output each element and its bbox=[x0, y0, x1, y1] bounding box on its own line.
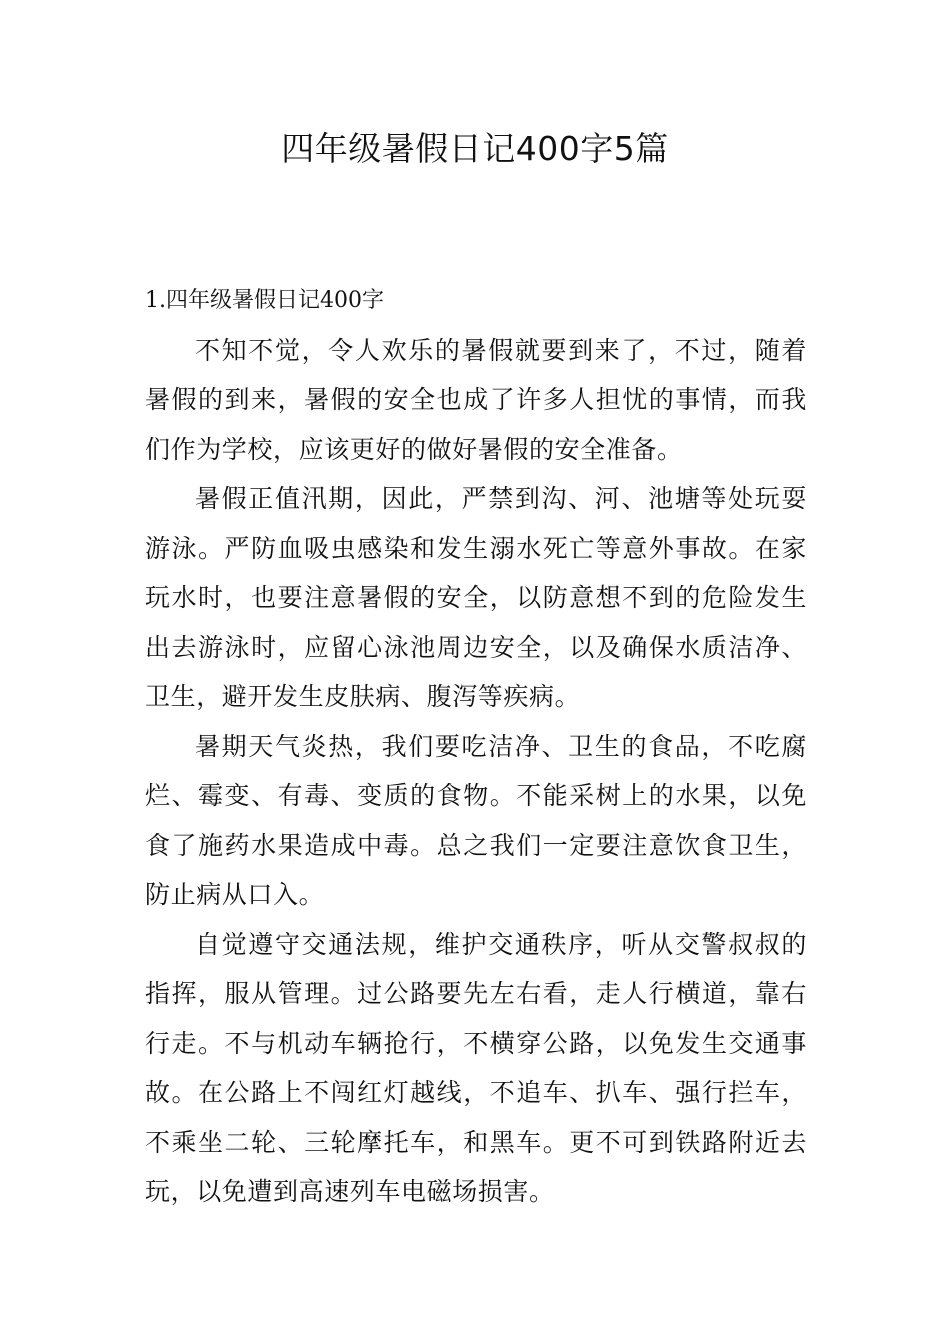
section-heading: 1.四年级暑假日记400字 bbox=[145, 288, 384, 313]
paragraph-2: 暑假正值汛期，因此，严禁到沟、河、池塘等处玩耍游泳。严防血吸虫感染和发生溺水死亡等意外事故。在家玩水时，也要注意暑假的安全，以防意想不到的危险发生出去游泳时，应留心泳池周边安全，以及确保水质洁净、卫生，避开发生皮肤病、腹泻等疾病。 bbox=[145, 484, 807, 711]
document-body bbox=[145, 276, 807, 1217]
document-title: 四年级暑假日记400字5篇 bbox=[281, 129, 669, 168]
paragraph-4: 自觉遵守交通法规，维护交通秩序，听从交警叔叔的指挥，服从管理。过公路要先左右看，走人行横道，靠右行走。不与机动车辆抢行，不横穿公路，以免发生交通事故。在公路上不闯红灯越线，不追车、扒车、强行拦车，不乘坐二轮、三轮摩托车，和黑车。更不可到铁路附近去玩，以免遭到高速列车电磁场损害。 bbox=[145, 929, 807, 1206]
paragraph-3: 暑期天气炎热，我们要吃洁净、卫生的食品，不吃腐烂、霉变、有毒、变质的食物。不能采树上的水果，以免食了施药水果造成中毒。总之我们一定要注意饮食卫生，防止病从口入。 bbox=[145, 731, 807, 909]
paragraph-1: 不知不觉，令人欢乐的暑假就要到来了，不过，随着暑假的到来，暑假的安全也成了许多人担忧的事情，而我们作为学校，应该更好的做好暑假的安全准备。 bbox=[145, 335, 807, 464]
